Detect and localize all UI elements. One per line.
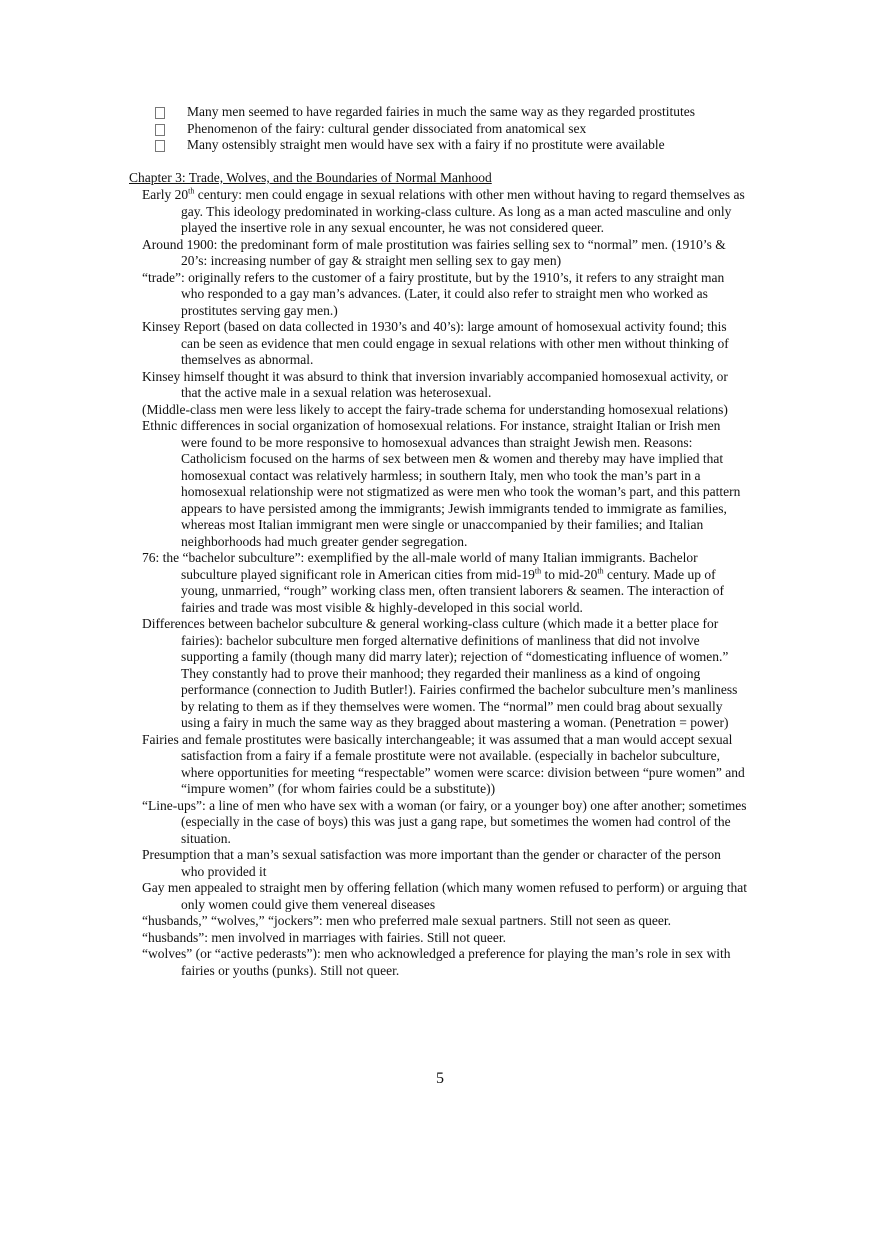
chapter-heading: Chapter 3: Trade, Wolves, and the Boundaries of Normal Manhood — [129, 170, 492, 185]
note-entry: Gay men appealed to straight men by offering fellation (which many women refused to perform) or arguing that only women could give them venereal diseases — [142, 880, 747, 912]
note-entry: (Middle-class men were less likely to accept the fairy-trade schema for understanding homosexual relations) — [142, 401, 728, 417]
note-entry: Kinsey himself thought it was absurd to think that inversion invariably accompanied homosexual activity, or that the active male in a sexual relation was heterosexual. — [142, 368, 728, 400]
note-entry: “husbands,” “wolves,” “jockers”: men who preferred male sexual partners. Still not seen as queer. — [142, 913, 671, 928]
note-entry — [142, 550, 747, 616]
note-entry: “Line-ups”: a line of men who have sex with a woman (or fairy, or a younger boy) one after another; sometimes (especially in the case of boys) this was just a gang rape, but sometimes the women had control of the situation. — [142, 797, 747, 846]
note-entry: Presumption that a man’s sexual satisfaction was more important than the gender or character of the person who provided it — [142, 847, 721, 879]
note-entry: “wolves” (or “active pederasts”): men who acknowledged a preference for playing the man’s role in sex with fairies or youths (punks). Still not queer. — [142, 946, 731, 978]
bullet-list — [155, 104, 795, 154]
superscript: th — [534, 566, 542, 575]
list-item-text: Many men seemed to have regarded fairies in much the same way as they regarded prostitutes — [187, 104, 695, 119]
page-number: 5 — [436, 1070, 444, 1087]
superscript: th — [188, 186, 195, 196]
checkbox-icon — [155, 107, 165, 119]
superscript: th — [597, 566, 604, 575]
note-text: 76: the “bachelor subculture”: exemplified by the all-male world of many Italian immigrants. Bachelor subculture played significant role in American cities from mid-19 — [142, 550, 698, 582]
note-text: to mid-20 — [541, 566, 598, 582]
note-entry: Fairies and female prostitutes were basically interchangeable; it was assumed that a man would accept sexual satisfaction from a fairy if a female prostitute were not available. (especially in bachelor subculture, where opportunities for meeting “respectable” women were scarce: division between “pure women” and “impure women” (for whom fairies could be a substitute)) — [142, 731, 745, 796]
notes-body — [142, 187, 747, 979]
note-text: Early 20 — [142, 187, 189, 202]
list-item — [155, 121, 795, 138]
note-entry: Differences between bachelor subculture & general working-class culture (which made it a better place for fairies): bachelor subculture men forged alternative definitions of manliness that did not involve supporting a family (though many did marry later); rejection of “domesticating influence of women.” They constantly had to prove their manhood; they regarded their manliness as a kind of ongoing performance (connection to Judith Butler!). Fairies confirmed the bachelor subculture men’s manliness by relating to them as if they themselves were women. The “normal” men could brag about sexually using a fairy in much the same way as they bragged about mastering a woman. (Penetration = power) — [142, 616, 738, 730]
checkbox-icon — [155, 140, 165, 152]
note-entry: Ethnic differences in social organization of homosexual relations. For instance, straight Italian or Irish men were found to be more responsive to homosexual advances than straight Jewish men. Reasons: Catholicism focused on the harms of sex between men & women and thereby may have implied that homosexual contact was relatively harmless; in southern Italy, men who took the man’s part in a homosexual relationship were not stigmatized as were men who took the woman’s part, and this pattern appears to have persisted among the immigrants; Jewish immigrants tended to immigrate as families, whereas most Italian immigrant men were single or unaccompanied by their families; and Italian neighborhoods had much greater gender segregation. — [142, 418, 741, 549]
note-text: century: men could engage in sexual relations with other men without having to regard themselves as gay. This ideology predominated in working-class culture. As long as a man acted masculine and only played the insertive role in any sexual encounter, he was not considered queer. — [181, 187, 745, 235]
note-text: century. Made up of young, unmarried, “rough” working class men, often transient laborers & seamen. The interaction of fairies and trade was most visible & highly-developed in this social world. — [181, 566, 724, 615]
list-item — [155, 104, 795, 121]
note-entry: Kinsey Report (based on data collected in 1930’s and 40’s): large amount of homosexual activity found; this can be seen as evidence that men could engage in sexual relations with other men without thinking of themselves as abnormal. — [142, 319, 729, 367]
list-item-text: Many ostensibly straight men would have sex with a fairy if no prostitute were available — [187, 137, 665, 152]
note-entry: “husbands”: men involved in marriages with fairies. Still not queer. — [142, 929, 507, 945]
list-item — [155, 137, 795, 154]
note-entry: Around 1900: the predominant form of male prostitution was fairies selling sex to “normal” men. (1910’s & 20’s: increasing number of gay & straight men selling sex to gay men) — [142, 236, 726, 268]
note-entry — [142, 187, 747, 237]
note-entry: “trade”: originally refers to the customer of a fairy prostitute, but by the 1910’s, it refers to any straight man who responded to a gay man’s advances. (Later, it could also refer to straight men who worked as prostitutes serving gay men.) — [142, 269, 725, 318]
list-item-text: Phenomenon of the fairy: cultural gender dissociated from anatomical sex — [187, 120, 587, 136]
checkbox-icon — [155, 124, 165, 136]
